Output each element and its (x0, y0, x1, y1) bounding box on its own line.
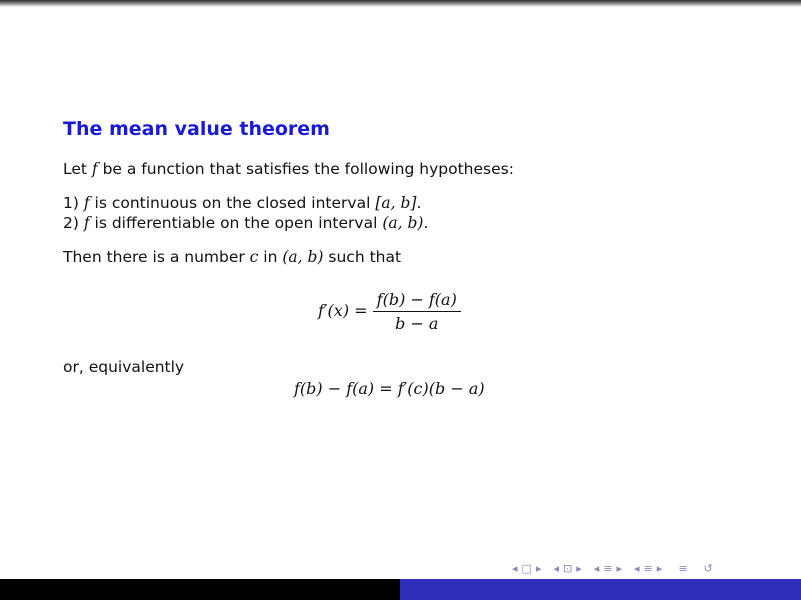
hypothesis-2 (63, 214, 428, 232)
hypothesis-1 (63, 194, 421, 212)
nav-appendix-icon[interactable]: ≡ (678, 561, 688, 575)
nav-search-back-icon[interactable]: ↺ (703, 561, 713, 575)
nav-subsection-icon[interactable]: ⊡ (563, 561, 573, 575)
nav-subsection-prev-icon[interactable]: ◂ (553, 561, 559, 575)
conclusion-mid: in (258, 248, 283, 266)
conclusion-post: such that (323, 248, 402, 266)
intro-pre: Let (63, 160, 92, 178)
intro-var: f (91, 160, 98, 178)
footer-left-bar (0, 579, 400, 600)
hyp2-post: is differentiable on the open interval (89, 214, 383, 232)
nav-section-icon[interactable]: ≡ (603, 561, 613, 575)
slide-title: The mean value theorem (63, 118, 330, 140)
hyp1-interval: [a, b] (375, 194, 417, 212)
hyp2-interval: (a, b) (382, 214, 424, 232)
beamer-navigation (512, 561, 713, 575)
hyp1-post: is continuous on the closed interval (89, 194, 376, 212)
eq1-numerator: f(b) − f(a) (373, 290, 461, 312)
equation-equivalent: f(b) − f(a) = f′(c)(b − a) (294, 379, 485, 398)
nav-frame-next-icon[interactable]: ▸ (535, 561, 542, 575)
equivalently-text: or, equivalently (63, 358, 185, 376)
hyp2-num: 2) (63, 214, 84, 232)
hyp1-num: 1) (63, 194, 84, 212)
intro-post: be a function that satisfies the following hypotheses: (97, 160, 514, 178)
hyp1-end: . (416, 194, 422, 212)
nav-section-next-icon[interactable]: ▸ (616, 561, 623, 575)
equation-mvt (318, 290, 461, 333)
eq1-lhs: f′(x) = (318, 301, 368, 320)
eq1-denominator: b − a (395, 314, 439, 333)
intro-line (63, 160, 514, 178)
hyp2-end: . (423, 214, 429, 232)
nav-document-prev-icon[interactable]: ◂ (634, 561, 640, 575)
conclusion-var: c (249, 248, 259, 266)
eq1-fraction (373, 290, 461, 333)
nav-section-prev-icon[interactable]: ◂ (593, 561, 600, 575)
nav-frame-prev-icon[interactable]: ◂ (512, 561, 518, 575)
nav-subsection-next-icon[interactable]: ▸ (576, 561, 582, 575)
top-shadow-bar (0, 0, 801, 7)
conclusion-line (63, 248, 401, 266)
hyp2-var: f (83, 214, 90, 232)
nav-document-icon[interactable]: ≡ (643, 561, 653, 575)
footer-right-bar (400, 579, 801, 600)
hyp1-var: f (83, 194, 90, 212)
nav-document-next-icon[interactable]: ▸ (656, 561, 663, 575)
conclusion-pre: Then there is a number (63, 248, 250, 266)
conclusion-interval: (a, b) (282, 248, 324, 266)
nav-frame-icon[interactable]: □ (521, 561, 532, 575)
